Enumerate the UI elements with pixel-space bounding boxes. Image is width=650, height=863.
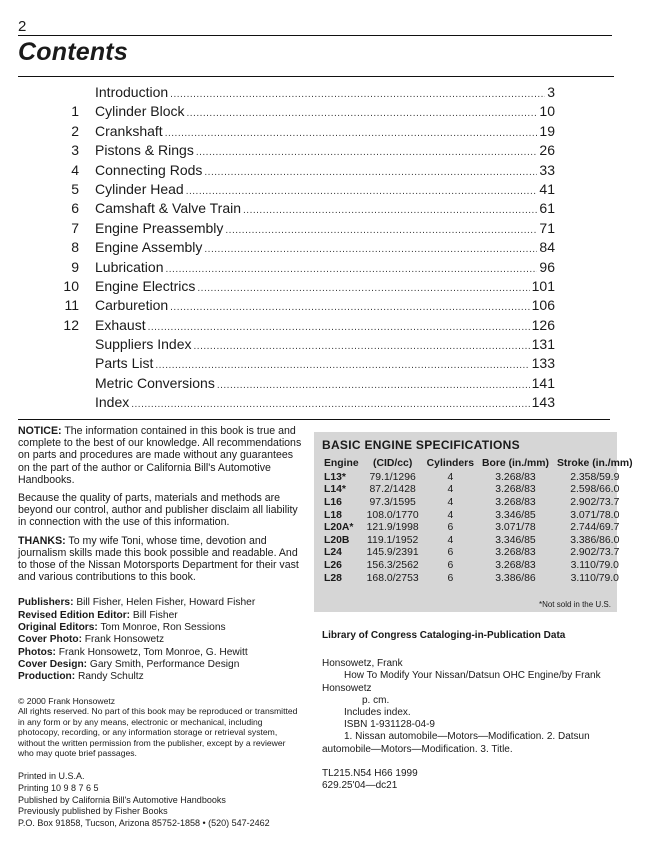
toc-chapter-number: 4 <box>71 161 79 178</box>
toc-page-number: 141 <box>531 374 555 391</box>
spec-cell: 108.0/1770 <box>366 509 419 521</box>
toc-chapter-title: Connecting Rods <box>95 161 203 178</box>
spec-cell: 3.386/86 <box>495 572 536 584</box>
credit-value: Tom Monroe, Ron Sessions <box>97 622 226 634</box>
spec-cell: 2.358/59.9 <box>570 471 620 483</box>
rights-text: All rights reserved. No part of this book may be reproduced or transmitted in any form or by any means, electronic or mechanical, including photocopy, recording, or any information storage or retrieval system, without the written permission from the publisher, except by a reviewer who may quote brief passages. <box>18 706 298 759</box>
toc-leader-dots <box>204 167 537 178</box>
spec-cell: 3.071/78 <box>495 522 536 534</box>
toc-entry <box>55 220 555 239</box>
printing-info <box>18 771 303 830</box>
toc-leader-dots <box>170 89 545 100</box>
credit-line <box>18 597 303 609</box>
toc-entry <box>55 278 555 297</box>
toc-page-number: 26 <box>539 142 555 159</box>
spec-row <box>320 509 637 522</box>
cip-subjects: 1. Nissan automobile—Motors—Modification. 2. Datsun <box>344 731 590 743</box>
spec-cell: 4 <box>447 534 454 546</box>
spec-cell: 3.268/83 <box>495 471 536 483</box>
spec-row <box>320 521 637 534</box>
toc-chapter-number: 2 <box>71 122 79 139</box>
spec-cell: 3.071/78.0 <box>570 509 620 521</box>
toc-chapter-number: 5 <box>71 180 79 197</box>
spec-cell: 6 <box>447 559 454 571</box>
page-number: 2 <box>18 18 27 35</box>
spec-cell: 3.268/83 <box>495 559 536 571</box>
toc-chapter-title: Engine Assembly <box>95 239 203 256</box>
printing-line: Printed in U.S.A. <box>18 771 85 782</box>
credit-line <box>18 647 303 659</box>
credit-line <box>18 634 303 646</box>
thanks-label: THANKS: <box>18 534 66 547</box>
toc-chapter-number: 1 <box>71 103 79 120</box>
toc-page-number: 10 <box>539 103 555 120</box>
toc-chapter-title: Index <box>95 394 130 411</box>
spec-cell: 3.110/79.0 <box>570 559 619 571</box>
toc-chapter-title: Parts List <box>95 355 154 372</box>
toc-page-number: 19 <box>539 122 555 139</box>
toc-page-number: 33 <box>539 161 555 178</box>
toc-entry <box>55 162 555 181</box>
toc-chapter-title: Cylinder Block <box>95 103 185 120</box>
thanks-paragraph <box>18 535 303 584</box>
toc-leader-dots <box>204 244 537 255</box>
toc-leader-dots <box>166 264 538 275</box>
toc-leader-dots <box>194 341 530 352</box>
spec-row <box>320 484 637 497</box>
toc-entry <box>55 84 555 103</box>
toc-leader-dots <box>196 147 538 158</box>
toc-chapter-title: Suppliers Index <box>95 336 192 353</box>
spec-cell: 3.268/83 <box>495 496 536 508</box>
engine-name: L18 <box>324 509 342 521</box>
credit-label: Revised Edition Editor: <box>18 609 131 621</box>
toc-entry <box>55 394 555 413</box>
spec-cell: 4 <box>447 471 454 483</box>
notice-text: The information contained in this book is true and complete to the best of our knowledge. All recommendations on parts and procedures are made without any guarantees on the part of the author or California Bill's Automotive Handbooks. <box>18 425 302 486</box>
spec-cell: 6 <box>447 522 454 534</box>
spec-column-header: Cylinders <box>426 458 475 469</box>
toc-chapter-title: Crankshaft <box>95 122 163 139</box>
credit-label: Publishers: <box>18 597 74 609</box>
spec-title: BASIC ENGINE SPECIFICATIONS <box>322 438 520 452</box>
cip-author: Honsowetz, Frank <box>322 658 403 670</box>
spec-header-row <box>320 458 637 471</box>
cip-call-number: TL215.N54 H66 1999 <box>322 767 418 779</box>
spec-table <box>320 458 637 584</box>
engine-name: L13* <box>324 471 346 483</box>
toc-entry <box>55 103 555 122</box>
spec-row <box>320 572 637 585</box>
toc-chapter-title: Pistons & Rings <box>95 142 194 159</box>
toc-page-number: 106 <box>531 297 555 314</box>
spec-cell: 2.902/73.7 <box>570 547 620 559</box>
spec-column-header: (CID/cc) <box>373 458 413 469</box>
toc-page-number: 96 <box>539 258 555 275</box>
copyright-block <box>18 696 303 760</box>
spec-cell: 119.1/1952 <box>367 534 419 546</box>
credit-value: Gary Smith, Performance Design <box>87 658 240 670</box>
cip-dewey: 629.25'04—dc21 <box>322 780 398 792</box>
toc-chapter-title: Introduction <box>95 84 169 100</box>
spec-cell: 79.1/1296 <box>369 471 416 483</box>
cip-pages: p. cm. <box>362 694 390 706</box>
spec-cell: 97.3/1595 <box>369 496 416 508</box>
engine-name: L20B <box>324 534 350 546</box>
credit-label: Cover Photo: <box>18 634 82 646</box>
toc-leader-dots <box>197 283 529 294</box>
spec-cell: 3.386/86.0 <box>570 534 620 546</box>
toc-leader-dots <box>170 302 529 313</box>
engine-spec-box <box>314 432 633 612</box>
spec-cell: 156.3/2562 <box>366 559 419 571</box>
spec-cell: 4 <box>447 496 454 508</box>
credit-label: Production: <box>18 671 76 683</box>
toc-leader-dots <box>243 205 537 216</box>
section-rule <box>18 419 610 420</box>
spec-column-header: Bore (in./mm) <box>482 458 549 469</box>
toc-entry <box>55 239 555 258</box>
spec-cell: 2.598/66.0 <box>570 484 620 496</box>
credit-value: Bill Fisher, Helen Fisher, Howard Fisher <box>73 597 256 609</box>
toc-chapter-number: 11 <box>64 297 79 314</box>
credit-value: Randy Schultz <box>75 671 144 683</box>
toc-chapter-title: Camshaft & Valve Train <box>95 200 242 217</box>
toc-chapter-number: 7 <box>71 219 79 236</box>
toc-entry <box>55 123 555 142</box>
notice-label: NOTICE: <box>18 425 62 437</box>
toc-entry <box>55 375 555 394</box>
toc-leader-dots <box>131 399 529 410</box>
spec-row <box>320 471 637 484</box>
cip-title-cont: Honsowetz <box>322 682 372 694</box>
cip-title: How To Modify Your Nissan/Datsun OHC Engine/by Frank <box>344 670 601 682</box>
toc-chapter-title: Carburetion <box>95 297 169 314</box>
spec-cell: 168.0/2753 <box>366 572 419 584</box>
printing-line: P.O. Box 91858, Tucson, Arizona 85752-1858 • (520) 547-2462 <box>18 818 270 829</box>
cip-isbn: ISBN 1-931128-04-9 <box>344 719 435 731</box>
title-rule <box>18 76 614 77</box>
spec-cell: 2.902/73.7 <box>570 496 620 508</box>
toc-leader-dots <box>155 360 529 371</box>
spec-cell: 6 <box>447 547 454 559</box>
toc-chapter-title: Engine Electrics <box>95 277 196 294</box>
spec-row <box>320 559 637 572</box>
spec-cell: 3.346/85 <box>495 534 536 546</box>
cip-subjects-cont: automobile—Motors—Modification. 3. Title. <box>322 743 513 755</box>
engine-name: L20A* <box>324 522 354 534</box>
printing-line: Printing 10 9 8 7 6 5 <box>18 782 99 793</box>
toc-page-number: 61 <box>539 200 555 217</box>
spec-cell: 4 <box>447 484 454 496</box>
toc-entry <box>55 317 555 336</box>
engine-name: L16 <box>324 496 342 508</box>
table-of-contents <box>55 84 555 414</box>
disclaimer-paragraph: Because the quality of parts, materials and methods are beyond our control, author and publisher disclaim all liability in connection with the use of this information. <box>18 492 298 529</box>
credit-line <box>18 622 303 634</box>
toc-chapter-number: 6 <box>71 200 79 217</box>
credit-label: Cover Design: <box>18 658 88 670</box>
credit-label: Original Editors: <box>18 622 98 634</box>
toc-leader-dots <box>148 322 530 333</box>
toc-chapter-title: Exhaust <box>95 316 146 333</box>
cip-index: Includes index. <box>344 707 411 719</box>
credit-value: Frank Honsowetz <box>81 634 165 646</box>
toc-entry <box>55 181 555 200</box>
spec-column-header: Engine <box>324 458 359 469</box>
spec-footnote: *Not sold in the U.S. <box>538 600 611 609</box>
front-matter-column <box>18 425 303 830</box>
spec-cell: 3.346/85 <box>495 509 536 521</box>
engine-name: L14* <box>324 484 346 496</box>
page-title: Contents <box>18 38 128 66</box>
toc-page-number: 131 <box>531 336 555 353</box>
cip-data <box>322 630 622 792</box>
toc-chapter-title: Metric Conversions <box>95 374 215 391</box>
credit-value: Frank Honsowetz, Tom Monroe, G. Hewitt <box>55 646 248 658</box>
toc-chapter-title: Engine Preassembly <box>95 219 224 236</box>
spec-row <box>320 534 637 547</box>
toc-page-number: 3 <box>547 84 555 100</box>
engine-name: L26 <box>324 559 342 571</box>
copyright-line: © 2000 Frank Honsowetz <box>18 695 116 706</box>
toc-page-number: 101 <box>531 277 555 294</box>
toc-entry <box>55 259 555 278</box>
toc-page-number: 133 <box>531 355 555 372</box>
spec-cell: 87.2/1428 <box>369 484 416 496</box>
toc-leader-dots <box>225 225 537 236</box>
spec-row <box>320 496 637 509</box>
toc-leader-dots <box>165 128 538 139</box>
toc-entry <box>55 200 555 219</box>
spec-cell: 4 <box>447 509 454 521</box>
toc-page-number: 84 <box>539 239 555 256</box>
toc-chapter-title: Lubrication <box>95 258 164 275</box>
toc-chapter-number: 10 <box>63 277 79 294</box>
credit-label: Photos: <box>18 646 56 658</box>
spec-cell: 3.110/79.0 <box>570 572 619 584</box>
toc-entry <box>55 336 555 355</box>
toc-chapter-number: 9 <box>71 258 79 275</box>
toc-chapter-number: 8 <box>71 239 79 256</box>
spec-cell: 6 <box>447 572 454 584</box>
toc-entry <box>55 297 555 316</box>
spec-cell: 2.744/69.7 <box>570 522 620 534</box>
toc-chapter-title: Cylinder Head <box>95 180 184 197</box>
toc-leader-dots <box>217 380 530 391</box>
spec-cell: 145.9/2391 <box>366 547 419 559</box>
toc-entry <box>55 142 555 161</box>
spec-cell: 3.268/83 <box>495 484 536 496</box>
toc-page-number: 41 <box>539 180 555 197</box>
spec-row <box>320 547 637 560</box>
credit-line <box>18 610 303 622</box>
toc-page-number: 143 <box>531 394 555 411</box>
printing-line: Previously published by Fisher Books <box>18 806 168 817</box>
printing-line: Published by California Bill's Automotive Handbooks <box>18 794 226 805</box>
thanks-text: To my wife Toni, whose time, devotion and journalism skills made this book possible and readable. And to those of the Nissan Motorsports Department for their vast and various contributions to this book. <box>18 534 299 584</box>
toc-chapter-number: 12 <box>63 316 79 333</box>
cip-heading: Library of Congress Cataloging-in-Publication Data <box>322 630 566 641</box>
toc-entry <box>55 355 555 374</box>
credit-line <box>18 671 303 683</box>
top-rule <box>18 35 612 36</box>
engine-name: L24 <box>324 547 342 559</box>
toc-page-number: 126 <box>531 316 555 333</box>
engine-name: L28 <box>324 572 342 584</box>
toc-page-number: 71 <box>539 219 555 236</box>
spec-column-header: Stroke (in./mm) <box>556 458 633 469</box>
toc-leader-dots <box>186 186 538 197</box>
notice-paragraph <box>18 425 303 486</box>
credit-value: Bill Fisher <box>130 609 178 621</box>
spec-cell: 3.268/83 <box>495 547 536 559</box>
credits-list <box>18 597 303 683</box>
spec-cell: 121.9/1998 <box>366 522 419 534</box>
credit-line <box>18 659 303 671</box>
toc-chapter-number: 3 <box>71 142 79 159</box>
toc-leader-dots <box>186 108 537 119</box>
